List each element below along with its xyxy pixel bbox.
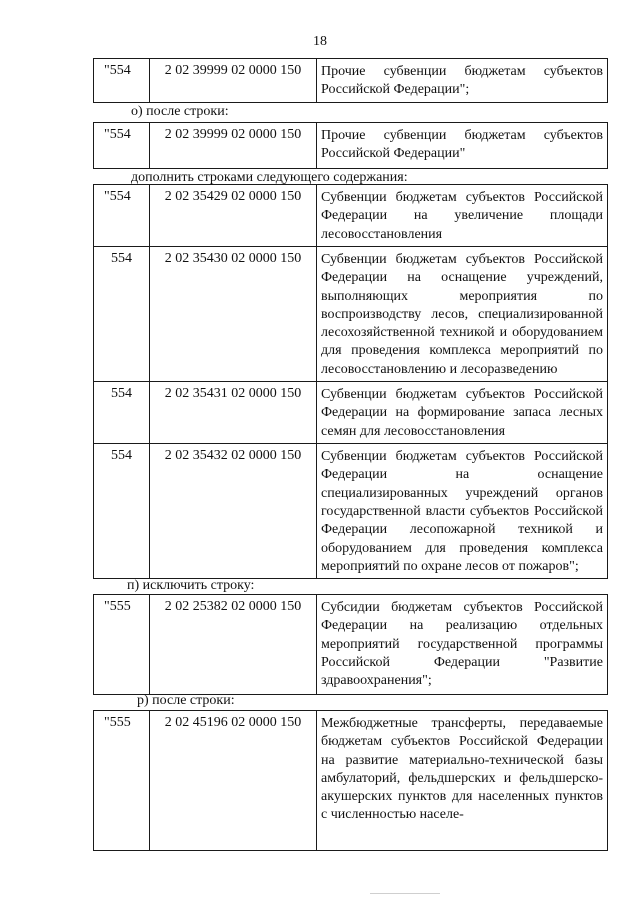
description-cell: Межбюджетные трансферты, передаваемые бюджетам субъектов Российской Федерации на развитие материально-технической базы амбулаторий, фельдшерских и фельдшерско-акушерских пунктов для населенных пунктов с численностью населе-: [317, 711, 608, 851]
supplement-table: [93, 184, 608, 579]
description-cell: Субвенции бюджетам субъектов Российской Федерации на оснащение специализированных учреждений органов государственной власти субъектов Российской Федерации лесопожарной техникой и оборудованием для проведения комплекса мероприятий по охране лесов от пожаров";: [317, 444, 608, 579]
budget-code-cell: 2 02 39999 02 0000 150: [150, 123, 317, 169]
table-row: [93, 58, 608, 103]
budget-code-cell: 2 02 35431 02 0000 150: [150, 382, 317, 444]
admin-code-cell: "554: [94, 123, 150, 169]
budget-code-cell: 2 02 35432 02 0000 150: [150, 444, 317, 579]
page-number: 18: [313, 34, 327, 49]
table-row: [94, 185, 608, 247]
admin-code-cell: 554: [94, 382, 150, 444]
budget-code-cell: 2 02 35429 02 0000 150: [150, 185, 317, 247]
admin-code-cell: 554: [94, 247, 150, 382]
description-cell: Прочие субвенции бюджетам субъектов Российской Федерации";: [317, 59, 608, 103]
instruction-p: п) исключить строку:: [127, 578, 255, 593]
scan-smudge: [370, 893, 440, 894]
admin-code-cell: "555: [94, 711, 150, 851]
table-row: [93, 710, 608, 851]
admin-code-cell: "554: [94, 185, 150, 247]
admin-code-cell: "555: [94, 595, 150, 695]
table-row: [94, 444, 608, 579]
description-cell: Прочие субвенции бюджетам субъектов Российской Федерации": [317, 123, 608, 169]
description-cell: Субвенции бюджетам субъектов Российской Федерации на формирование запаса лесных семян для лесовосстановления: [317, 382, 608, 444]
table-row: [94, 382, 608, 444]
instruction-supplement: дополнить строками следующего содержания:: [131, 170, 408, 185]
table-row: [94, 247, 608, 382]
budget-code-cell: 2 02 39999 02 0000 150: [150, 59, 317, 103]
budget-code-cell: 2 02 25382 02 0000 150: [150, 595, 317, 695]
budget-code-cell: 2 02 35430 02 0000 150: [150, 247, 317, 382]
description-cell: Субвенции бюджетам субъектов Российской Федерации на увеличение площади лесовосстановления: [317, 185, 608, 247]
table-row: [93, 594, 608, 695]
admin-code-cell: "554: [94, 59, 150, 103]
description-cell: Субсидии бюджетам субъектов Российской Федерации на реализацию отдельных мероприятий государственной программы Российской Федерации "Развитие здравоохранения";: [317, 595, 608, 695]
table-row: [93, 122, 608, 169]
instruction-r: р) после строки:: [137, 693, 235, 708]
instruction-o: о) после строки:: [131, 104, 229, 119]
budget-code-cell: 2 02 45196 02 0000 150: [150, 711, 317, 851]
description-cell: Субвенции бюджетам субъектов Российской Федерации на оснащение учреждений, выполняющих мероприятия по воспроизводству лесов, специализированной лесохозяйственной техникой и оборудованием для проведения комплекса мероприятий по лесовосстановлению и лесоразведению: [317, 247, 608, 382]
admin-code-cell: 554: [94, 444, 150, 579]
